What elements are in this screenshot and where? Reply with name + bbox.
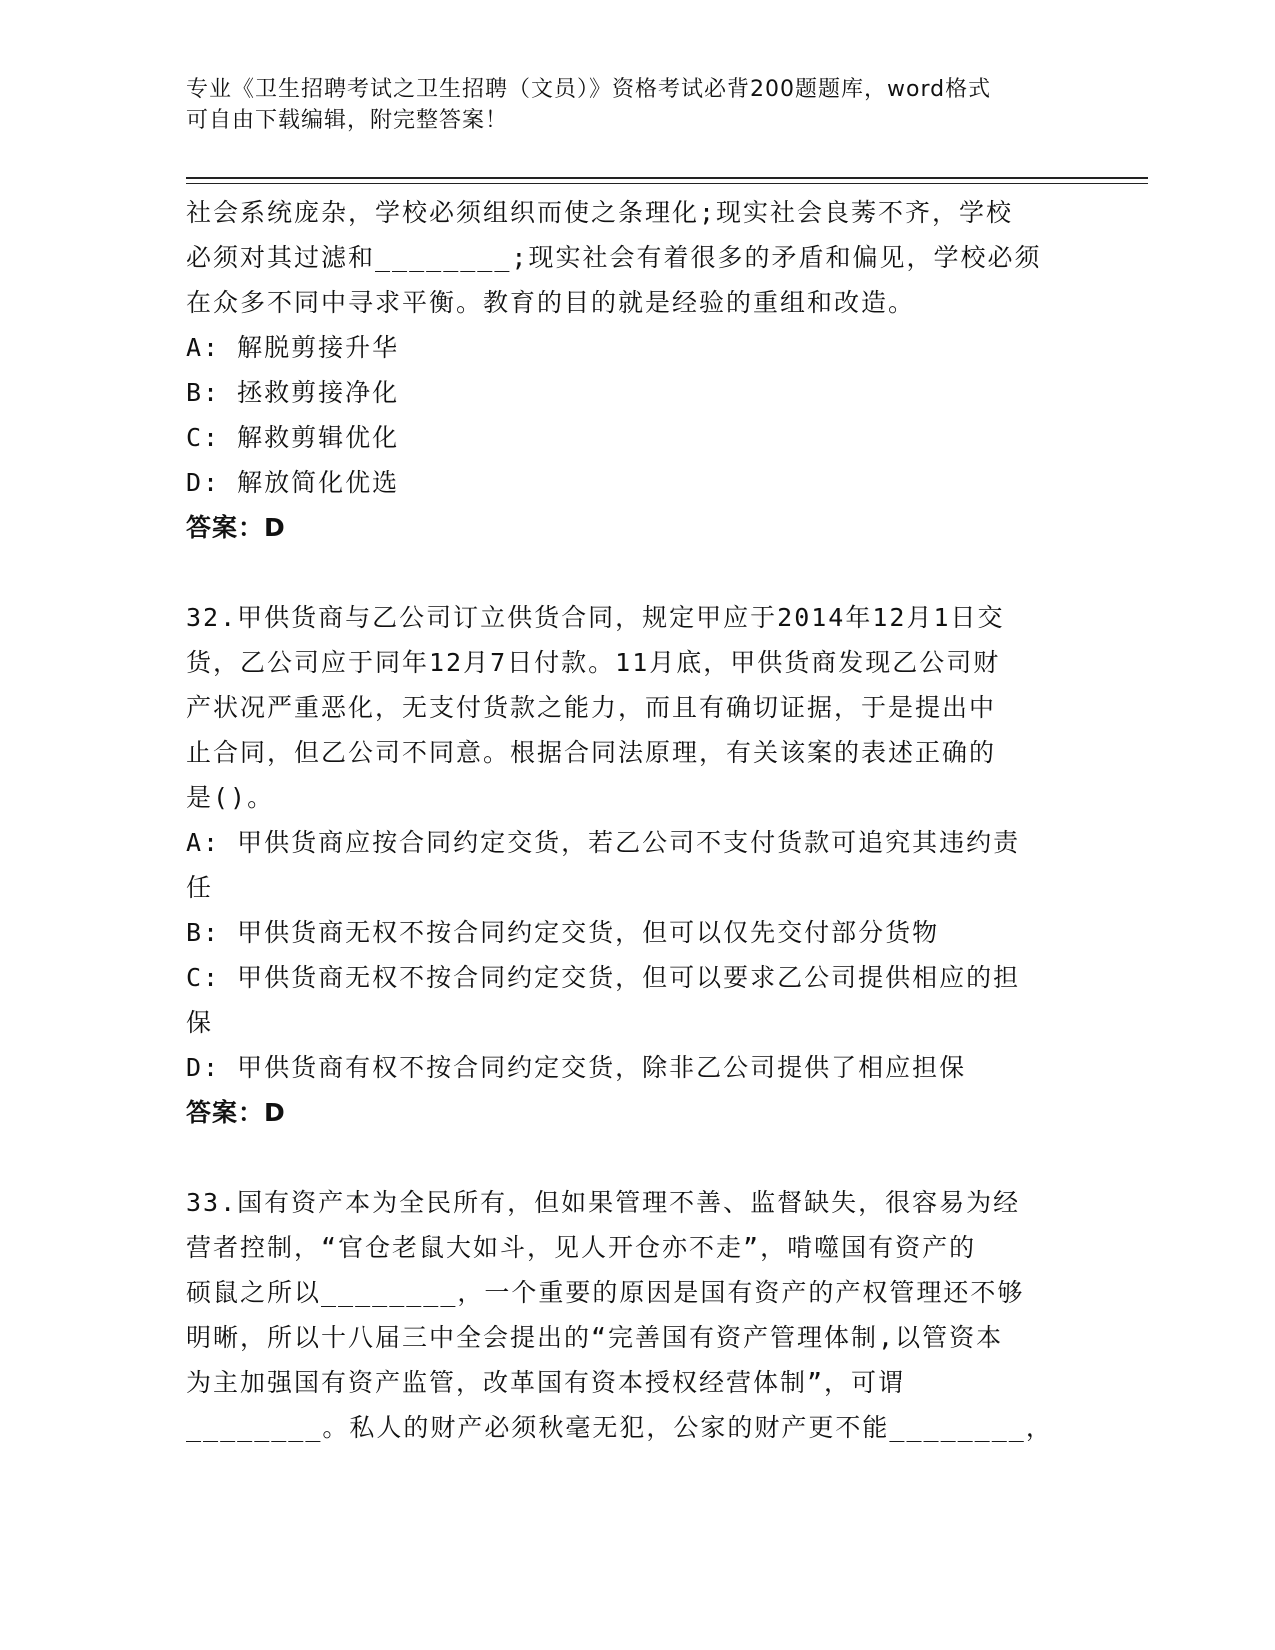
- q32-option-a: A: 甲供货商应按合同约定交货，若乙公司不支付货款可追究其违约责: [186, 828, 1021, 857]
- q31-option-b: B: 拯救剪接净化: [186, 378, 400, 407]
- q32-answer: 答案：D: [186, 1098, 286, 1127]
- q31-option-a: A: 解脱剪接升华: [186, 333, 400, 362]
- q33-text-line: 明晰，所以十八届三中全会提出的“完善国有资产管理体制,以管资本: [186, 1323, 1004, 1352]
- header-title-line-2: 可自由下载编辑，附完整答案！: [186, 108, 509, 133]
- q32-option-c: C: 甲供货商无权不按合同约定交货，但可以要求乙公司提供相应的担: [186, 963, 1021, 992]
- header-divider-thick: [186, 177, 1148, 179]
- q32-text-line: 产状况严重恶化，无支付货款之能力，而且有确切证据，于是提出中: [186, 693, 997, 722]
- header-divider-thin: [186, 183, 1148, 184]
- document-header: [186, 74, 1066, 136]
- q31-text-line: 必须对其过滤和________;现实社会有着很多的矛盾和偏见，学校必须: [186, 243, 1042, 272]
- q32-option-d: D: 甲供货商有权不按合同约定交货，除非乙公司提供了相应担保: [186, 1053, 967, 1082]
- q31-option-d: D: 解放简化优选: [186, 468, 400, 497]
- q32-text-line: 32.甲供货商与乙公司订立供货合同，规定甲应于2014年12月1日交: [186, 603, 1005, 632]
- q31-answer: 答案：D: [186, 513, 286, 542]
- q33-text-line: 为主加强国有资产监管，改革国有资本授权经营体制”，可谓: [186, 1368, 906, 1397]
- q32-option-c-continued: 保: [186, 1008, 214, 1037]
- question-spacer: [186, 1135, 1086, 1180]
- q32-option-a-continued: 任: [186, 873, 214, 902]
- question-content: [186, 190, 1086, 1450]
- q33-text-line: 硕鼠之所以________，一个重要的原因是国有资产的产权管理还不够: [186, 1278, 1025, 1307]
- q31-option-c: C: 解救剪辑优化: [186, 423, 400, 452]
- q32-text-line: 是()。: [186, 783, 275, 812]
- q33-text-line: 营者控制，“官仓老鼠大如斗，见人开仓亦不走”，啃噬国有资产的: [186, 1233, 977, 1262]
- q33-text-line: 33.国有资产本为全民所有，但如果管理不善、监督缺失，很容易为经: [186, 1188, 1021, 1217]
- question-spacer: [186, 550, 1086, 595]
- q32-text-line: 止合同，但乙公司不同意。根据合同法原理，有关该案的表述正确的: [186, 738, 997, 767]
- q32-text-line: 货，乙公司应于同年12月7日付款。11月底，甲供货商发现乙公司财: [186, 648, 1001, 677]
- q31-text-line: 在众多不同中寻求平衡。教育的目的就是经验的重组和改造。: [186, 288, 916, 317]
- q33-text-line: ________。私人的财产必须秋毫无犯，公家的财产更不能________，: [186, 1413, 1053, 1442]
- q32-option-b: B: 甲供货商无权不按合同约定交货，但可以仅先交付部分货物: [186, 918, 940, 947]
- header-title-line-1: 专业《卫生招聘考试之卫生招聘（文员）》资格考试必背200题题库，word格式: [186, 77, 992, 102]
- q31-text-line: 社会系统庞杂，学校必须组织而使之条理化;现实社会良莠不齐，学校: [186, 198, 1014, 227]
